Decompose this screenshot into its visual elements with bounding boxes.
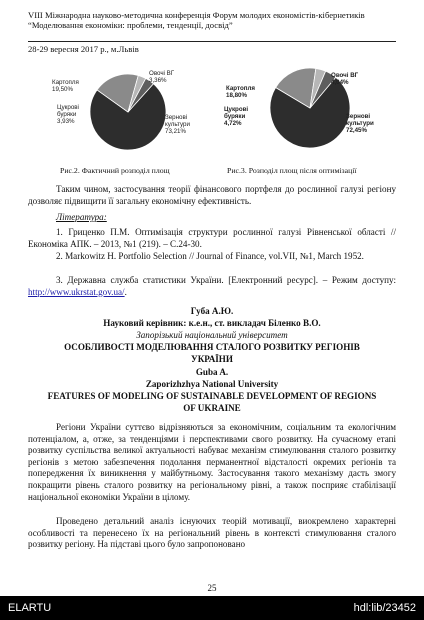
article-title-en: FEATURES OF MODELING OF SUSTAINABLE DEVELOPMENT OF REGIONS OF UKRAINE [47,391,377,413]
header-date: 28-29 вересня 2017 р., м.Львів [28,44,139,54]
header-line-1: VIII Міжнародна науково-методична конференція Форум молодих економістів-кібернетиків [28,10,365,20]
repository-footer [0,596,424,620]
label-vegetables: Овочі ВГ 4,04% [331,72,359,87]
university-ua: Запорізький національний університет [136,330,288,340]
reference-2: 2. Markowitz H. Portfolio Selection // Journal of Finance, vol.VII, №1, March 1952. [56,251,364,261]
header-line-2: “Моделювання економіки: проблеми, тенденції, досвід” [28,20,233,31]
ukrstat-link[interactable]: http://www.ukrstat.gov.ua/ [28,286,125,297]
page-number: 25 [207,583,217,593]
label-beet: Цукрові буряки 4,72% [224,106,249,128]
handle-id: hdl:lib/23452 [353,602,416,614]
references-heading: Література: [56,212,107,222]
label-vegetables: Овочі ВГ 3,36% [149,70,175,85]
repository-name: ELARTU [8,602,52,614]
label-potato: Картопля 19,50% [52,79,79,94]
article-title-ua: ОСОБЛИВОСТІ МОДЕЛЮВАННЯ СТАЛОГО РОЗВИТКУ РЕГІОНІВ УКРАЇНИ [64,342,360,364]
header-rule [28,41,396,42]
reference-3: 3. Державна служба статистики України. [Електронний ресурс]. – Режим доступу: http://www.ukrstat.gov.ua/. [28,275,396,297]
body-paragraph-2: Проведено детальний аналіз існуючих теорій мотивації, виокремлено характерні особливості та перенесено їх на регіональний рівень в контексті стимулювання сталого розвитку регіону. На підставі цього було запропоновано [28,516,396,550]
label-beet: Цукрові буряки 3,93% [57,104,79,126]
label-grain: Зернові культури 72,45% [346,113,374,135]
author-ua: Губа А.Ю. [190,306,234,316]
author-en: Guba A. [195,367,229,377]
reference-1: 1. Гриценко П.М. Оптимізація структури рослинної галузі Рівненської області // Економіка АПК. – 2013, №1 (219). – С.24-30. [28,227,396,249]
running-header [28,10,398,31]
conclusion-paragraph: Таким чином, застосування теорії фінансового портфеля до рослинної галузі регіону дозволяє підвищити її загальну економічну ефективність. [28,184,396,206]
scientific-advisor: Науковий керівник: к.е.н., ст. викладач Біленко В.О. [103,318,321,328]
university-en: Zaporizhzhya National University [145,379,279,389]
pie-chart-actual [28,60,208,170]
label-grain: Зернові культури 73,21% [165,114,190,136]
figure-caption-2: Рис.2. Фактичний розподіл площ [60,166,170,175]
figure-caption-3: Рис.3. Розподіл площ після оптимізації [227,166,357,175]
pie-chart-optimized [218,60,398,170]
label-potato: Картопля 18,80% [226,85,255,100]
body-paragraph-1: Регіони України суттєво відрізняються за економічним, соціальним та екологічним потенціалом, а, отже, за тенденціями і перспективами свого розвитку. На сучасному етапі розвитку суспільства великої актуальності набуває механізм стимулювання сталого розвитку регіонів з метою забезпечення подолання перманентної відсталості окремих регіонів та попередження їх виникнення у майбутньому. Застосування такого механізму дасть змогу покращити рівень сталого розвитку на регіональному рівні, а також посприяє стабілізації національної економіки України в цілому. [28,422,396,502]
